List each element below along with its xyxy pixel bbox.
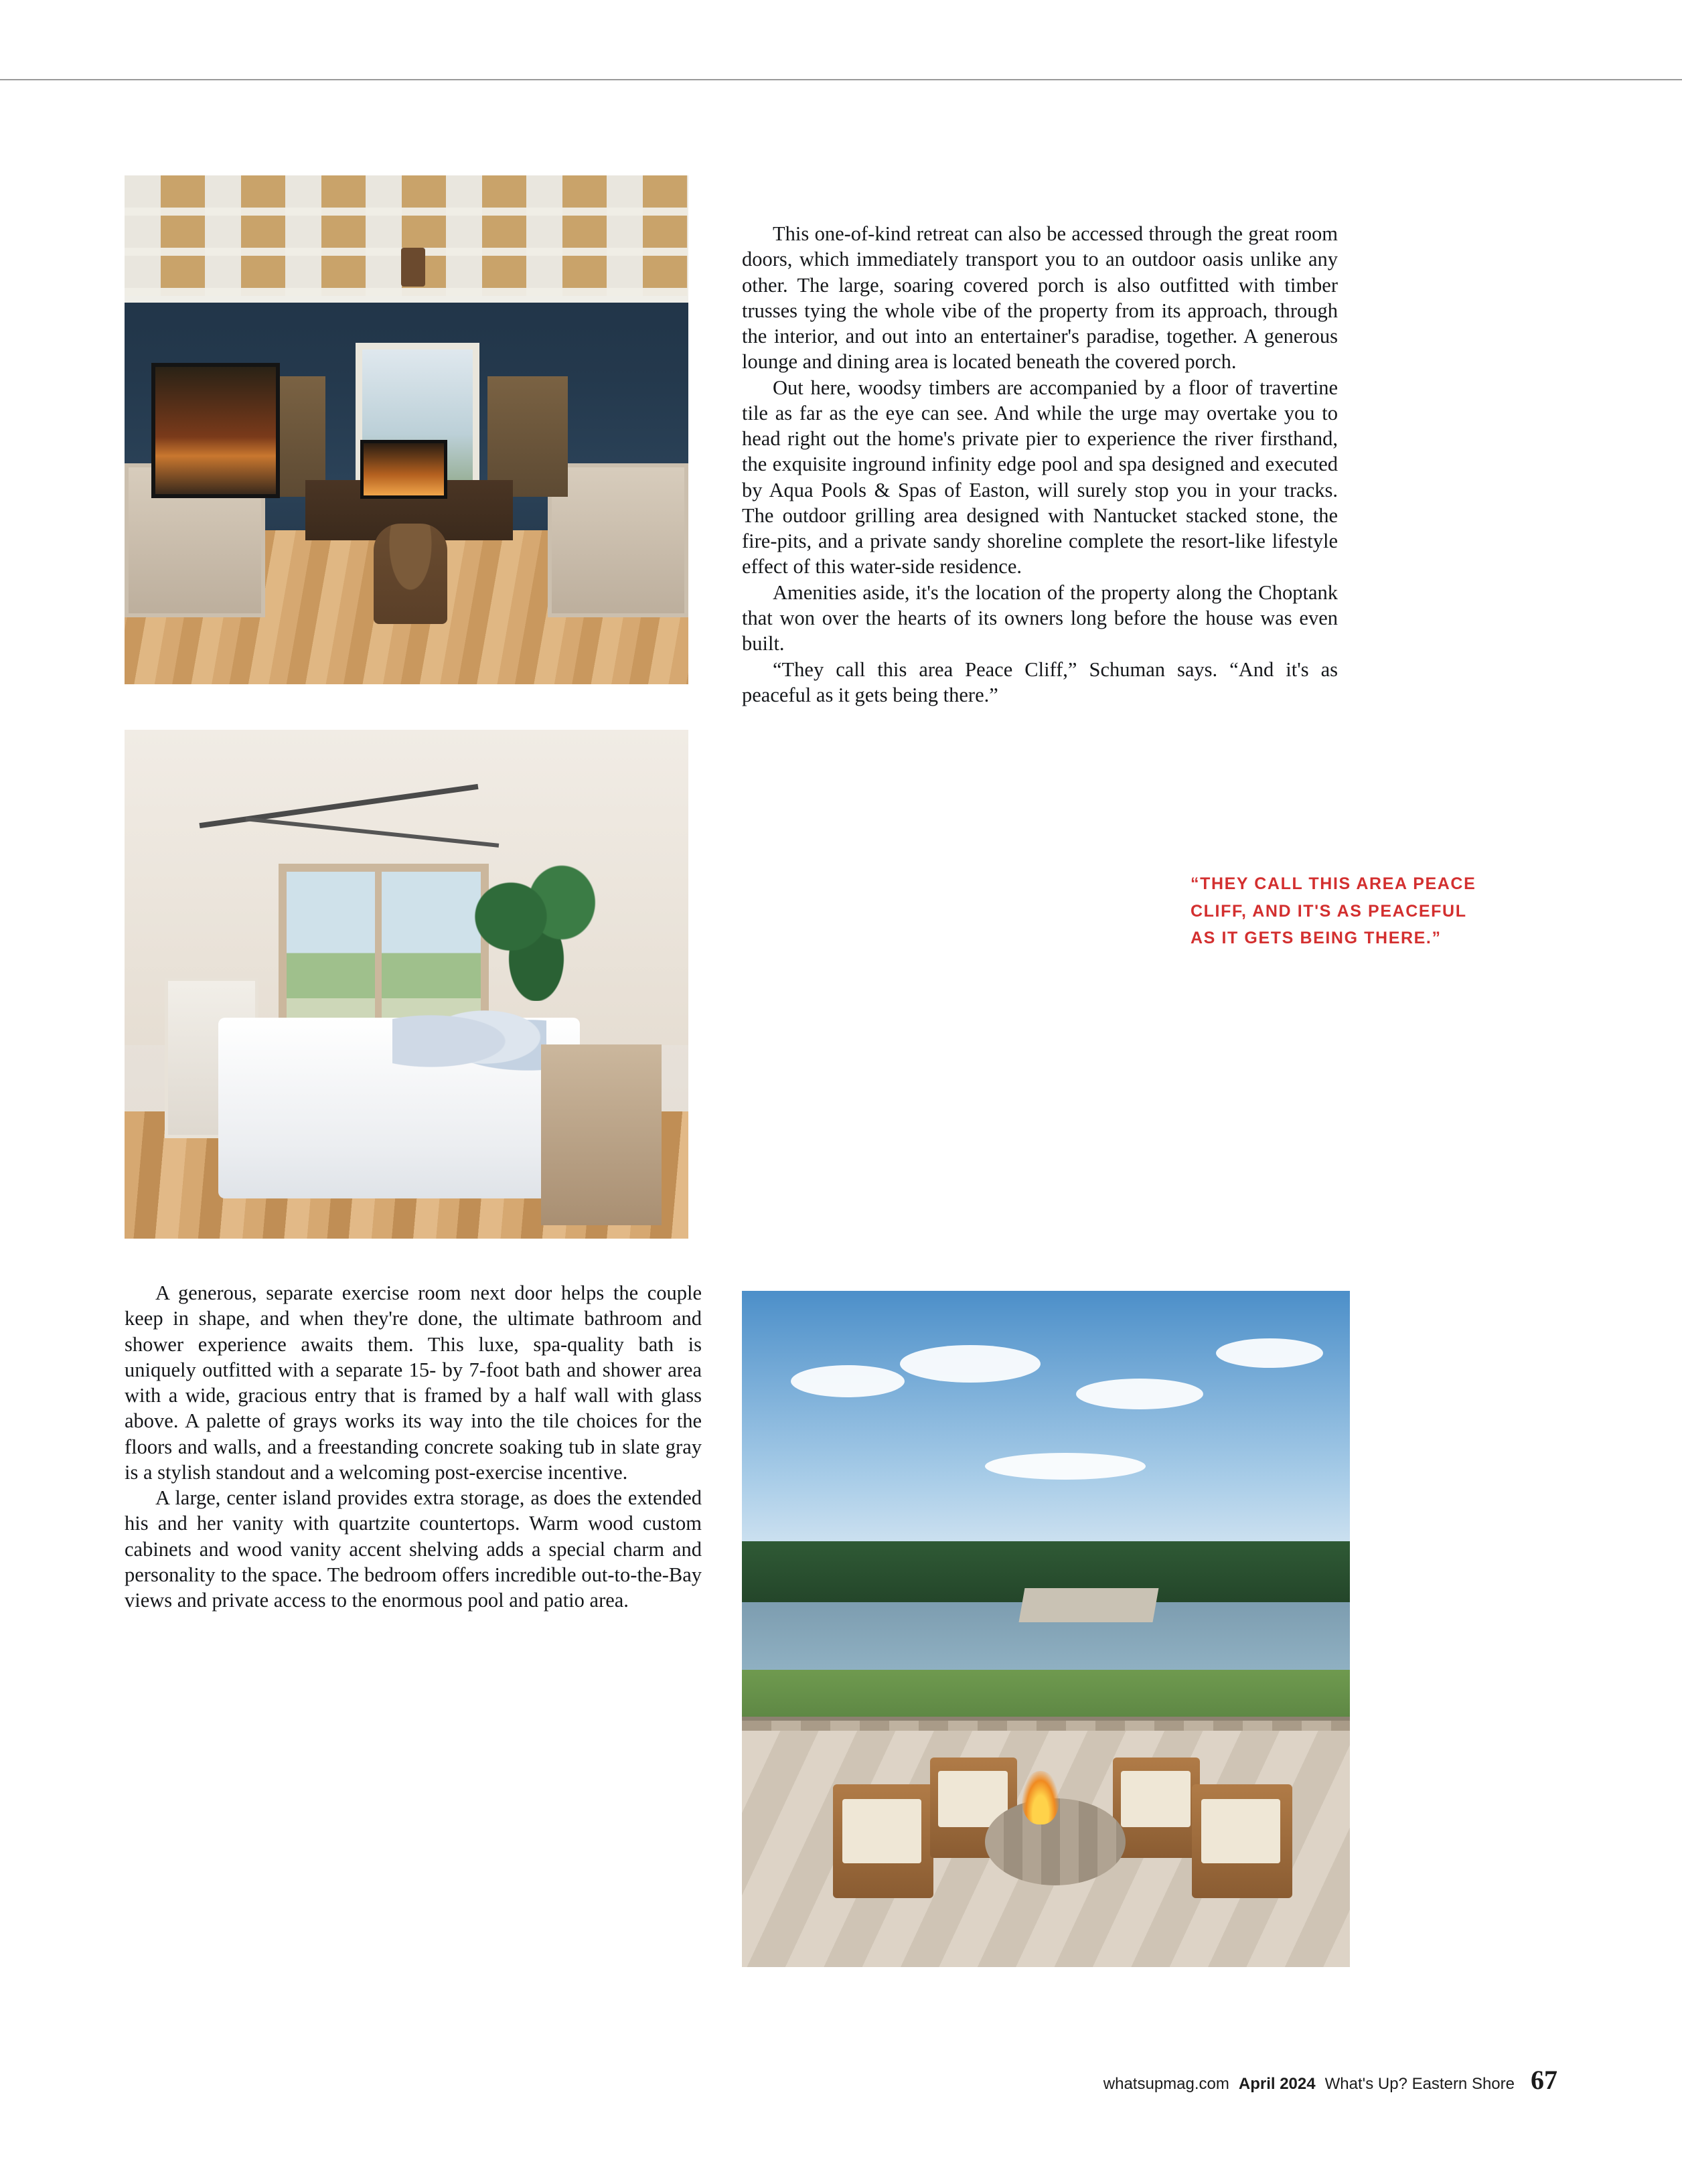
office-shelf-right	[487, 376, 568, 497]
office-monitor	[360, 440, 447, 499]
pull-quote: “THEY CALL THIS AREA PEACE CLIFF, AND IT'S AS PEACEFUL AS IT GETS BEING THERE.”	[1191, 874, 1476, 947]
bedroom-pillows	[392, 1001, 546, 1081]
paragraph: A large, center island provides extra storage, as does the extended his and her vanity with quartzite countertops. Warm wood custom cabinets and wood vanity accent shelving adds a special charm and personality to the space. The bedroom offers incredible out-to-the-Bay views and private access to the enormous pool and patio area.	[125, 1486, 702, 1612]
paragraph: Out here, woodsy timbers are accompanied by a floor of travertine tile as far as the eye can see. And while the urge may overtake you to head right out the home's private pier to experience the river firsthand, the exquisite inground infinity edge pool and spa designed and executed by Aqua Pools & Spas of Easton, will surely stop you in your tracks. The outdoor grilling area designed with Nantucket stacked stone, the fire-pits, and a private sandy shoreline complete the resort-like lifestyle effect of this water-side residence.	[742, 376, 1338, 578]
chair-cushion	[842, 1799, 921, 1863]
cloud	[900, 1345, 1041, 1383]
paragraph: A generous, separate exercise room next door helps the couple keep in shape, and when they're done, the ultimate bathroom and shower experience awaits them. This luxe, spa-quality bath is uniquely outfitted with a separate 15- by 7-foot bath and shower area with a wide, gracious entry that is framed by a half wall with glass above. A palette of grays works its way into the tile choices for the floors and walls, and a freestanding concrete soaking tub in slate gray is a stylish standout and a welcoming post-exercise incentive.	[125, 1281, 702, 1484]
paragraph: “They call this area Peace Cliff,” Schuman says. “And it's as peaceful as it gets being there.”	[742, 657, 1338, 706]
bedroom-nightstand	[541, 1044, 662, 1225]
sky	[742, 1291, 1350, 1561]
paragraph: This one-of-kind retreat can also be accessed through the great room doors, which immediately transport you to an outdoor oasis unlike any other. The large, soaring covered porch is also outfitted with timber trusses tying the whole vibe of the property from its approach, through the interior, and out into an entertainer's paradise, together. A generous lounge and dining area is located beneath the covered porch.	[742, 222, 1338, 374]
firepit-patio-photo	[742, 1291, 1350, 1967]
cloud	[1216, 1338, 1323, 1368]
flame-icon	[1022, 1771, 1059, 1824]
office-television	[151, 363, 280, 498]
article-column-right	[742, 221, 1338, 708]
office-chair	[374, 524, 447, 624]
chair-cushion	[1121, 1771, 1191, 1827]
patio-chair	[833, 1784, 933, 1898]
page-footer	[1103, 2064, 1557, 2096]
footer-issue: April 2024	[1238, 2075, 1316, 2093]
footer-publication: What's Up? Eastern Shore	[1324, 2075, 1515, 2093]
ceiling-fan-icon	[401, 248, 425, 287]
patio-chair	[1113, 1758, 1200, 1858]
page-number: 67	[1531, 2065, 1557, 2095]
patio-chair	[1192, 1784, 1292, 1898]
private-pier	[1018, 1588, 1158, 1622]
office-photo	[125, 175, 688, 684]
header-rule	[0, 79, 1682, 80]
cloud	[791, 1365, 905, 1397]
article-column-left	[125, 1280, 702, 1613]
footer-website: whatsupmag.com	[1103, 2075, 1229, 2093]
paragraph: Amenities aside, it's the location of the property along the Choptank that won over the hearts of its owners long before the house was even built.	[742, 580, 1338, 655]
office-cabinet-right	[548, 463, 688, 617]
chair-cushion	[1201, 1799, 1280, 1863]
potted-palm	[473, 860, 600, 1001]
bedroom-photo	[125, 730, 688, 1239]
